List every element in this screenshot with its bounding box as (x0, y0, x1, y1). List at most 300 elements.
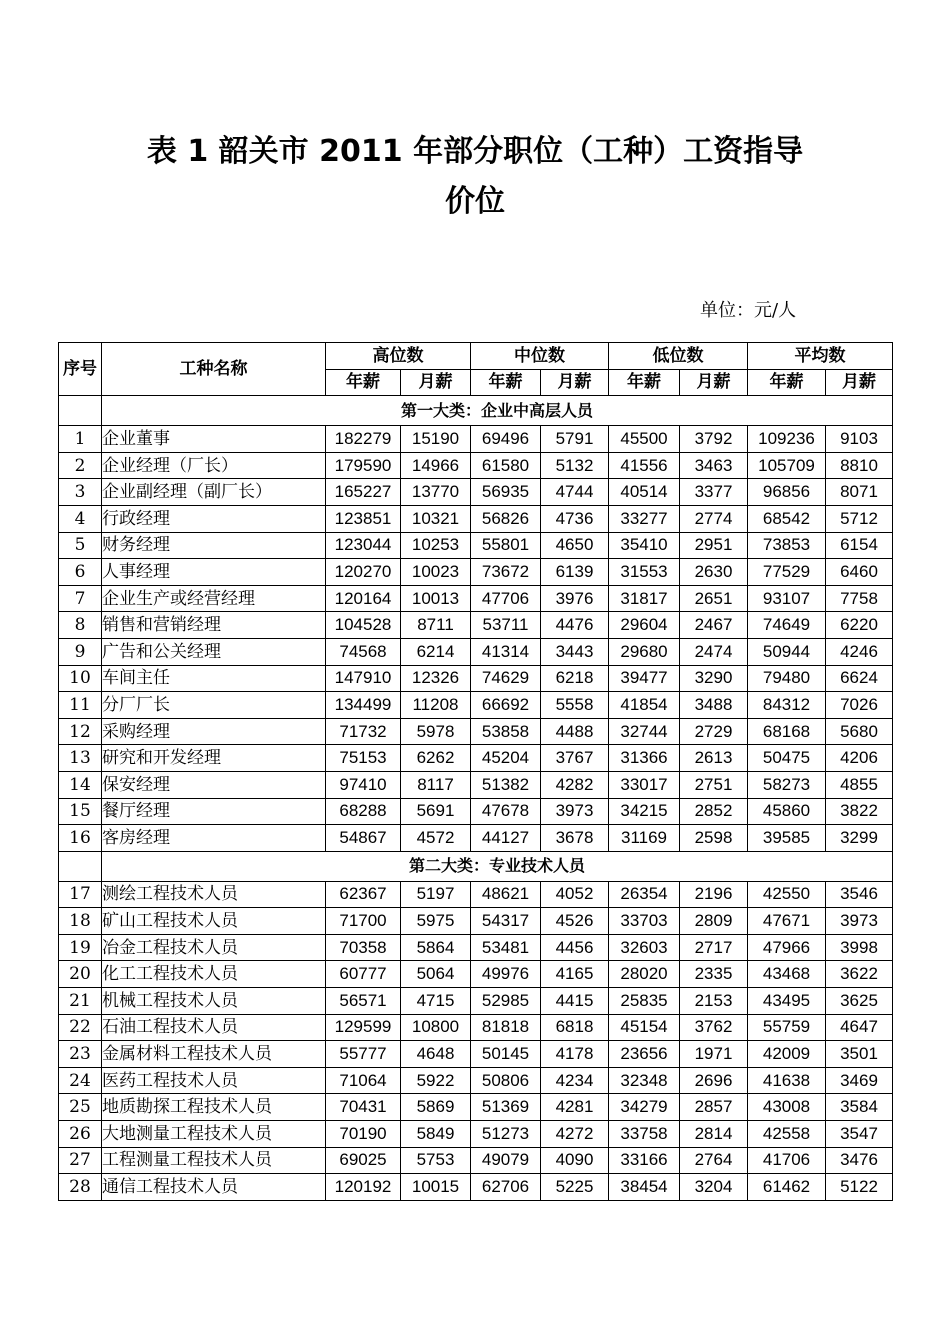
high-monthly: 5753 (401, 1147, 471, 1174)
average-annual: 109236 (748, 426, 826, 453)
header-group-median: 中位数 (471, 343, 609, 370)
low-annual: 28020 (609, 961, 680, 988)
table-row (59, 718, 893, 745)
row-seq: 17 (59, 881, 102, 908)
row-seq: 5 (59, 532, 102, 559)
median-annual: 53711 (471, 612, 541, 639)
low-monthly: 2729 (680, 718, 748, 745)
median-annual: 41314 (471, 638, 541, 665)
median-monthly: 3443 (541, 638, 609, 665)
category-row (59, 851, 893, 881)
high-annual: 120164 (326, 585, 401, 612)
low-annual: 31169 (609, 825, 680, 852)
average-monthly: 3501 (826, 1041, 893, 1068)
row-job-name: 矿山工程技术人员 (102, 908, 326, 935)
low-annual: 33017 (609, 771, 680, 798)
average-annual: 93107 (748, 585, 826, 612)
high-annual: 71732 (326, 718, 401, 745)
category-label: 第一大类：企业中高层人员 (102, 396, 893, 426)
average-monthly: 6624 (826, 665, 893, 692)
average-annual: 61462 (748, 1174, 826, 1201)
high-annual: 104528 (326, 612, 401, 639)
row-seq: 18 (59, 908, 102, 935)
high-monthly: 8711 (401, 612, 471, 639)
table-row (59, 452, 893, 479)
average-monthly: 3299 (826, 825, 893, 852)
high-monthly: 5849 (401, 1121, 471, 1148)
table-row (59, 988, 893, 1015)
average-monthly: 3547 (826, 1121, 893, 1148)
median-annual: 49079 (471, 1147, 541, 1174)
low-monthly: 2651 (680, 585, 748, 612)
median-annual: 51382 (471, 771, 541, 798)
low-annual: 25835 (609, 988, 680, 1015)
table-row (59, 825, 893, 852)
row-seq: 13 (59, 745, 102, 772)
row-seq: 21 (59, 988, 102, 1015)
low-annual: 40514 (609, 479, 680, 506)
median-monthly: 4476 (541, 612, 609, 639)
table-row (59, 426, 893, 453)
high-monthly: 10253 (401, 532, 471, 559)
row-job-name: 石油工程技术人员 (102, 1014, 326, 1041)
table-row (59, 612, 893, 639)
row-job-name: 分厂厂长 (102, 692, 326, 719)
low-monthly: 3290 (680, 665, 748, 692)
row-job-name: 企业生产或经营经理 (102, 585, 326, 612)
low-monthly: 2613 (680, 745, 748, 772)
high-annual: 147910 (326, 665, 401, 692)
header-annual: 年薪 (748, 369, 826, 396)
low-monthly: 3204 (680, 1174, 748, 1201)
row-job-name: 保安经理 (102, 771, 326, 798)
average-monthly: 3998 (826, 934, 893, 961)
average-monthly: 4246 (826, 638, 893, 665)
row-job-name: 金属材料工程技术人员 (102, 1041, 326, 1068)
row-seq: 9 (59, 638, 102, 665)
median-monthly: 4090 (541, 1147, 609, 1174)
row-job-name: 研究和开发经理 (102, 745, 326, 772)
table-row (59, 532, 893, 559)
median-annual: 66692 (471, 692, 541, 719)
high-annual: 123044 (326, 532, 401, 559)
table-row (59, 1014, 893, 1041)
median-annual: 81818 (471, 1014, 541, 1041)
unit-label: 单位：元/人 (700, 300, 797, 321)
row-seq: 16 (59, 825, 102, 852)
average-annual: 74649 (748, 612, 826, 639)
average-annual: 41706 (748, 1147, 826, 1174)
high-monthly: 5864 (401, 934, 471, 961)
average-annual: 68542 (748, 505, 826, 532)
low-annual: 33703 (609, 908, 680, 935)
median-annual: 45204 (471, 745, 541, 772)
high-annual: 69025 (326, 1147, 401, 1174)
average-annual: 96856 (748, 479, 826, 506)
row-seq: 25 (59, 1094, 102, 1121)
high-monthly: 5197 (401, 881, 471, 908)
median-monthly: 4281 (541, 1094, 609, 1121)
low-monthly: 3377 (680, 479, 748, 506)
average-monthly: 3625 (826, 988, 893, 1015)
high-monthly: 14966 (401, 452, 471, 479)
median-annual: 49976 (471, 961, 541, 988)
row-job-name: 冶金工程技术人员 (102, 934, 326, 961)
low-monthly: 2852 (680, 798, 748, 825)
table-row (59, 1067, 893, 1094)
high-monthly: 6262 (401, 745, 471, 772)
table-row (59, 1121, 893, 1148)
low-monthly: 2696 (680, 1067, 748, 1094)
low-monthly: 2809 (680, 908, 748, 935)
header-monthly: 月薪 (541, 369, 609, 396)
low-annual: 32744 (609, 718, 680, 745)
row-seq: 23 (59, 1041, 102, 1068)
median-monthly: 3767 (541, 745, 609, 772)
low-annual: 33277 (609, 505, 680, 532)
average-monthly: 4647 (826, 1014, 893, 1041)
category-seq-cell (59, 396, 102, 426)
median-monthly: 4744 (541, 479, 609, 506)
high-monthly: 10015 (401, 1174, 471, 1201)
low-annual: 34215 (609, 798, 680, 825)
high-annual: 70358 (326, 934, 401, 961)
row-seq: 2 (59, 452, 102, 479)
row-seq: 10 (59, 665, 102, 692)
low-monthly: 2857 (680, 1094, 748, 1121)
table-row (59, 771, 893, 798)
high-monthly: 10321 (401, 505, 471, 532)
average-annual: 47966 (748, 934, 826, 961)
average-annual: 45860 (748, 798, 826, 825)
average-annual: 43495 (748, 988, 826, 1015)
average-annual: 43468 (748, 961, 826, 988)
category-label: 第二大类：专业技术人员 (102, 851, 893, 881)
row-job-name: 财务经理 (102, 532, 326, 559)
median-annual: 53858 (471, 718, 541, 745)
high-annual: 97410 (326, 771, 401, 798)
median-monthly: 3976 (541, 585, 609, 612)
median-annual: 62706 (471, 1174, 541, 1201)
average-annual: 50475 (748, 745, 826, 772)
high-monthly: 4572 (401, 825, 471, 852)
average-annual: 39585 (748, 825, 826, 852)
average-annual: 79480 (748, 665, 826, 692)
row-job-name: 企业经理（厂长） (102, 452, 326, 479)
row-job-name: 机械工程技术人员 (102, 988, 326, 1015)
high-monthly: 10800 (401, 1014, 471, 1041)
row-seq: 1 (59, 426, 102, 453)
high-annual: 56571 (326, 988, 401, 1015)
low-annual: 33166 (609, 1147, 680, 1174)
median-annual: 56826 (471, 505, 541, 532)
row-job-name: 地质勘探工程技术人员 (102, 1094, 326, 1121)
low-annual: 38454 (609, 1174, 680, 1201)
median-monthly: 5791 (541, 426, 609, 453)
low-monthly: 3792 (680, 426, 748, 453)
median-monthly: 6139 (541, 559, 609, 586)
low-annual: 39477 (609, 665, 680, 692)
low-annual: 32348 (609, 1067, 680, 1094)
low-annual: 34279 (609, 1094, 680, 1121)
low-annual: 29604 (609, 612, 680, 639)
median-monthly: 5225 (541, 1174, 609, 1201)
row-seq: 19 (59, 934, 102, 961)
table-row (59, 585, 893, 612)
high-monthly: 15190 (401, 426, 471, 453)
low-monthly: 2474 (680, 638, 748, 665)
row-seq: 3 (59, 479, 102, 506)
high-annual: 123851 (326, 505, 401, 532)
low-monthly: 3762 (680, 1014, 748, 1041)
header-annual: 年薪 (471, 369, 541, 396)
low-monthly: 2630 (680, 559, 748, 586)
category-row (59, 396, 893, 426)
low-annual: 29680 (609, 638, 680, 665)
median-annual: 56935 (471, 479, 541, 506)
row-seq: 6 (59, 559, 102, 586)
table-row (59, 665, 893, 692)
average-monthly: 3469 (826, 1067, 893, 1094)
median-annual: 44127 (471, 825, 541, 852)
row-job-name: 企业董事 (102, 426, 326, 453)
category-seq-cell (59, 851, 102, 881)
average-annual: 77529 (748, 559, 826, 586)
average-annual: 50944 (748, 638, 826, 665)
low-annual: 33758 (609, 1121, 680, 1148)
low-monthly: 2814 (680, 1121, 748, 1148)
row-job-name: 化工工程技术人员 (102, 961, 326, 988)
row-seq: 15 (59, 798, 102, 825)
average-annual: 55759 (748, 1014, 826, 1041)
average-annual: 73853 (748, 532, 826, 559)
row-seq: 28 (59, 1174, 102, 1201)
table-row (59, 798, 893, 825)
row-seq: 27 (59, 1147, 102, 1174)
low-monthly: 2751 (680, 771, 748, 798)
low-monthly: 2764 (680, 1147, 748, 1174)
low-annual: 41556 (609, 452, 680, 479)
high-annual: 134499 (326, 692, 401, 719)
average-monthly: 6154 (826, 532, 893, 559)
median-monthly: 3678 (541, 825, 609, 852)
average-monthly: 3622 (826, 961, 893, 988)
average-monthly: 8810 (826, 452, 893, 479)
median-annual: 52985 (471, 988, 541, 1015)
average-annual: 68168 (748, 718, 826, 745)
low-monthly: 2467 (680, 612, 748, 639)
average-annual: 105709 (748, 452, 826, 479)
high-monthly: 6214 (401, 638, 471, 665)
row-seq: 8 (59, 612, 102, 639)
average-monthly: 7758 (826, 585, 893, 612)
high-monthly: 11208 (401, 692, 471, 719)
low-monthly: 2153 (680, 988, 748, 1015)
low-monthly: 1971 (680, 1041, 748, 1068)
average-monthly: 5712 (826, 505, 893, 532)
median-annual: 50145 (471, 1041, 541, 1068)
average-monthly: 9103 (826, 426, 893, 453)
table-row (59, 692, 893, 719)
median-monthly: 4526 (541, 908, 609, 935)
row-seq: 11 (59, 692, 102, 719)
row-job-name: 客房经理 (102, 825, 326, 852)
median-monthly: 5132 (541, 452, 609, 479)
average-monthly: 3973 (826, 908, 893, 935)
average-annual: 43008 (748, 1094, 826, 1121)
row-job-name: 车间主任 (102, 665, 326, 692)
header-monthly: 月薪 (826, 369, 893, 396)
row-job-name: 企业副经理（副厂长） (102, 479, 326, 506)
median-annual: 51273 (471, 1121, 541, 1148)
high-monthly: 5975 (401, 908, 471, 935)
low-monthly: 2598 (680, 825, 748, 852)
high-annual: 165227 (326, 479, 401, 506)
median-monthly: 4165 (541, 961, 609, 988)
table-row (59, 559, 893, 586)
average-annual: 42558 (748, 1121, 826, 1148)
median-monthly: 4736 (541, 505, 609, 532)
high-monthly: 5691 (401, 798, 471, 825)
low-monthly: 2951 (680, 532, 748, 559)
row-job-name: 销售和营销经理 (102, 612, 326, 639)
high-monthly: 12326 (401, 665, 471, 692)
table-row (59, 881, 893, 908)
median-monthly: 4052 (541, 881, 609, 908)
average-monthly: 4206 (826, 745, 893, 772)
low-monthly: 2335 (680, 961, 748, 988)
median-annual: 61580 (471, 452, 541, 479)
high-annual: 70190 (326, 1121, 401, 1148)
average-monthly: 5680 (826, 718, 893, 745)
high-annual: 120192 (326, 1174, 401, 1201)
high-annual: 120270 (326, 559, 401, 586)
average-monthly: 3584 (826, 1094, 893, 1121)
low-annual: 32603 (609, 934, 680, 961)
low-monthly: 3488 (680, 692, 748, 719)
table-row (59, 1041, 893, 1068)
median-monthly: 4415 (541, 988, 609, 1015)
average-annual: 42009 (748, 1041, 826, 1068)
median-annual: 47706 (471, 585, 541, 612)
high-monthly: 13770 (401, 479, 471, 506)
low-annual: 31366 (609, 745, 680, 772)
high-monthly: 4648 (401, 1041, 471, 1068)
high-monthly: 5922 (401, 1067, 471, 1094)
average-monthly: 4855 (826, 771, 893, 798)
high-monthly: 5869 (401, 1094, 471, 1121)
high-annual: 129599 (326, 1014, 401, 1041)
table-row (59, 745, 893, 772)
low-annual: 35410 (609, 532, 680, 559)
average-monthly: 3476 (826, 1147, 893, 1174)
low-monthly: 2717 (680, 934, 748, 961)
median-annual: 55801 (471, 532, 541, 559)
document-title-line2: 价位 (445, 184, 505, 219)
low-annual: 23656 (609, 1041, 680, 1068)
low-annual: 31553 (609, 559, 680, 586)
header-seq: 序号 (59, 343, 102, 396)
document-title-line1: 表 1 韶关市 2011 年部分职位（工种）工资指导 (146, 134, 804, 169)
high-annual: 70431 (326, 1094, 401, 1121)
header-group-average: 平均数 (748, 343, 893, 370)
average-monthly: 5122 (826, 1174, 893, 1201)
median-annual: 73672 (471, 559, 541, 586)
median-monthly: 3973 (541, 798, 609, 825)
high-annual: 71700 (326, 908, 401, 935)
table-row (59, 638, 893, 665)
header-group-low: 低位数 (609, 343, 748, 370)
high-annual: 54867 (326, 825, 401, 852)
low-monthly: 2774 (680, 505, 748, 532)
median-annual: 51369 (471, 1094, 541, 1121)
average-monthly: 3822 (826, 798, 893, 825)
row-seq: 22 (59, 1014, 102, 1041)
table-row (59, 479, 893, 506)
median-monthly: 5558 (541, 692, 609, 719)
table-row (59, 934, 893, 961)
wage-guidance-table (58, 342, 893, 1201)
high-monthly: 10023 (401, 559, 471, 586)
row-job-name: 行政经理 (102, 505, 326, 532)
row-job-name: 大地测量工程技术人员 (102, 1121, 326, 1148)
row-seq: 7 (59, 585, 102, 612)
median-monthly: 4488 (541, 718, 609, 745)
high-annual: 68288 (326, 798, 401, 825)
high-annual: 179590 (326, 452, 401, 479)
row-seq: 14 (59, 771, 102, 798)
row-seq: 20 (59, 961, 102, 988)
median-monthly: 4272 (541, 1121, 609, 1148)
median-monthly: 4456 (541, 934, 609, 961)
row-job-name: 广告和公关经理 (102, 638, 326, 665)
median-annual: 48621 (471, 881, 541, 908)
high-monthly: 8117 (401, 771, 471, 798)
average-monthly: 6220 (826, 612, 893, 639)
low-annual: 45500 (609, 426, 680, 453)
row-seq: 24 (59, 1067, 102, 1094)
median-monthly: 4282 (541, 771, 609, 798)
median-annual: 69496 (471, 426, 541, 453)
row-job-name: 采购经理 (102, 718, 326, 745)
row-seq: 26 (59, 1121, 102, 1148)
high-monthly: 5978 (401, 718, 471, 745)
median-monthly: 6818 (541, 1014, 609, 1041)
average-annual: 42550 (748, 881, 826, 908)
average-monthly: 6460 (826, 559, 893, 586)
table-body (59, 396, 893, 1201)
average-annual: 84312 (748, 692, 826, 719)
high-annual: 60777 (326, 961, 401, 988)
high-annual: 62367 (326, 881, 401, 908)
high-annual: 71064 (326, 1067, 401, 1094)
average-annual: 47671 (748, 908, 826, 935)
median-monthly: 4650 (541, 532, 609, 559)
high-annual: 75153 (326, 745, 401, 772)
table-row (59, 505, 893, 532)
row-job-name: 人事经理 (102, 559, 326, 586)
average-monthly: 7026 (826, 692, 893, 719)
high-monthly: 4715 (401, 988, 471, 1015)
high-monthly: 5064 (401, 961, 471, 988)
median-monthly: 4178 (541, 1041, 609, 1068)
median-annual: 50806 (471, 1067, 541, 1094)
header-annual: 年薪 (326, 369, 401, 396)
row-job-name: 通信工程技术人员 (102, 1174, 326, 1201)
row-job-name: 测绘工程技术人员 (102, 881, 326, 908)
table-row (59, 908, 893, 935)
median-annual: 74629 (471, 665, 541, 692)
